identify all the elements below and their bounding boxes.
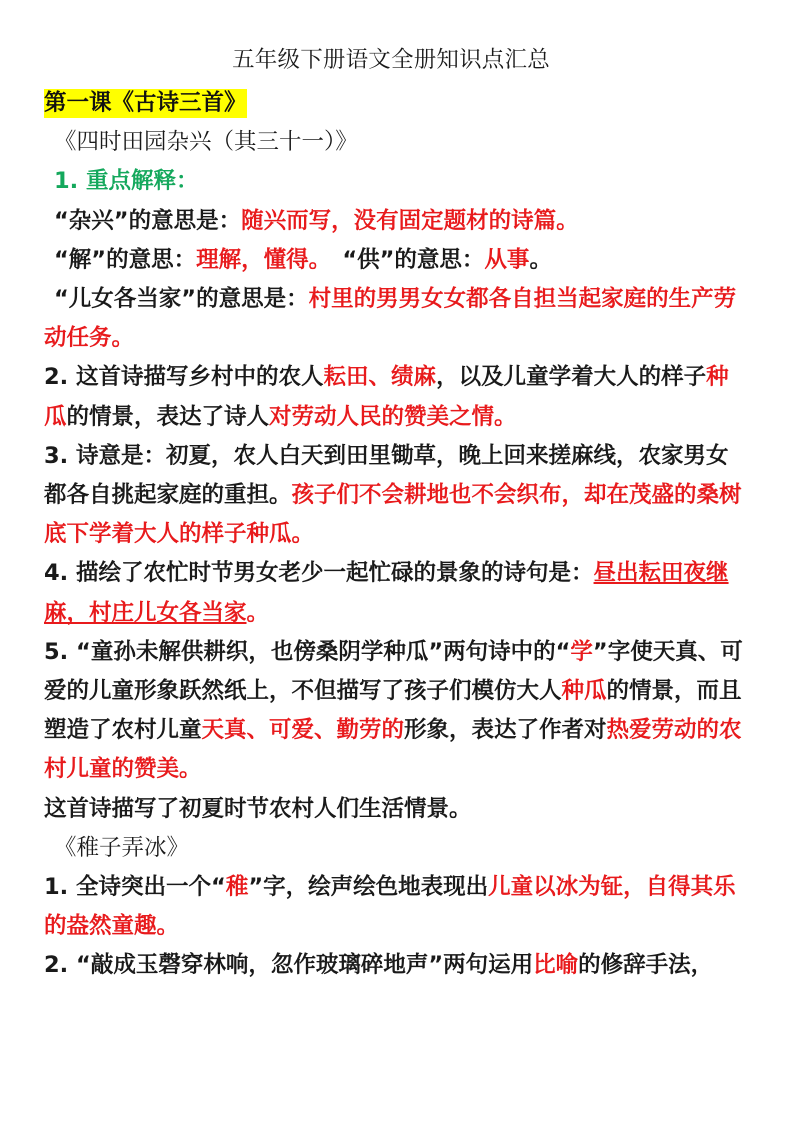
point-red-a: 学	[570, 638, 593, 665]
lesson-heading-highlight: 第一课《古诗三首》	[44, 90, 247, 116]
point-red-a: 稚	[225, 874, 249, 901]
item-black-a: “儿女各当家”的意思是：	[54, 286, 309, 313]
poem1-point-3	[44, 437, 750, 555]
section-label-text: 1. 重点解释：	[54, 168, 199, 195]
poem2-title: 《稚子弄冰》	[54, 834, 190, 861]
point-red-d: 热爱劳动的农村儿童的赞美。	[44, 717, 742, 783]
point-red-b: 种瓜	[44, 364, 729, 430]
poem1-point-5	[44, 633, 750, 790]
point-black-c: 的情景，表达了诗人	[66, 403, 270, 430]
poem2-point-2	[44, 946, 750, 985]
point-black-b: 的修辞手法，	[578, 952, 714, 979]
poem1-summary: 这首诗描写了初夏时节农村人们生活情景。	[44, 795, 472, 822]
point-red-c: 天真、可爱、勤劳的	[201, 717, 405, 744]
point-red-a: 比喻	[533, 952, 579, 979]
item-black-b: “供”的意思：	[319, 246, 485, 273]
item-red-a: 随兴而写，没有固定题材的诗篇。	[241, 207, 579, 234]
point-red-b: 种瓜	[561, 678, 607, 705]
point-black-a: 2. “敲成玉磬穿林响，忽作玻璃碎地声”两句运用	[44, 952, 534, 979]
poem2-point-1	[44, 868, 750, 946]
page-title: 五年级下册语文全册知识点汇总	[232, 47, 550, 73]
point-black-a: 4. 描绘了农忙时节男女老少一起忙碌的景象的诗句是：	[44, 560, 594, 587]
point-black-a: 5. “童孙未解供耕织，也傍桑阴学种瓜”两句诗中的“	[44, 638, 571, 665]
point-red-c: 对劳动人民的赞美之情。	[269, 403, 517, 430]
item-red-b: 从事	[484, 246, 530, 273]
poem1-item-0	[44, 202, 750, 241]
point-black-b: ”字，绘声绘色地表现出	[248, 874, 489, 901]
item-black-a: “杂兴”的意思是：	[54, 207, 242, 234]
item-black-c: 。	[529, 246, 552, 273]
poem1-item-1	[44, 241, 750, 280]
point-red-a: 孩子们不会耕地也不会织布，却在茂盛的桑树底下学着大人的样子种瓜。	[44, 482, 742, 548]
point-black-a: 1. 全诗突出一个“	[44, 874, 226, 901]
lesson-heading	[44, 84, 750, 123]
point-red-a: 。	[246, 599, 270, 626]
point-black-a: 2. 这首诗描写乡村中的农人	[44, 364, 324, 391]
poem1-point-4	[44, 554, 750, 632]
point-black-b: ，以及儿童学着大人的样子	[436, 364, 707, 391]
poem1-section1-label	[44, 162, 750, 201]
point-red-b: 儿童以冰为钲，自得其乐的盎然童趣。	[44, 874, 736, 940]
point-black-c: 的情景，而且塑造了农村儿童	[44, 678, 742, 744]
item-black-a: “解”的意思：	[54, 246, 197, 273]
point-black-b: ”字使天真、可爱的儿童形象跃然纸上，不但描写了孩子们模仿大人	[44, 638, 743, 705]
poem1-title: 《四时田园杂兴（其三十一）》	[54, 129, 358, 156]
point-red-underlined: 昼出耘田夜继麻，村庄儿女各当家	[44, 560, 729, 626]
point-red-a: 耘田、绩麻	[323, 364, 437, 391]
poem1-point-2	[44, 358, 750, 436]
item-red-a: 理解，懂得。	[196, 246, 320, 273]
poem1-item-2	[44, 280, 750, 358]
point-black-d: 形象，表达了作者对	[404, 717, 607, 744]
item-red-a: 村里的男男女女都各自担当起家庭的生产劳动任务。	[44, 286, 737, 352]
point-black-a: 3. 诗意是：初夏，农人白天到田里锄草，晚上回来搓麻线，农家男女都各自挑起家庭的重担。	[44, 442, 729, 509]
